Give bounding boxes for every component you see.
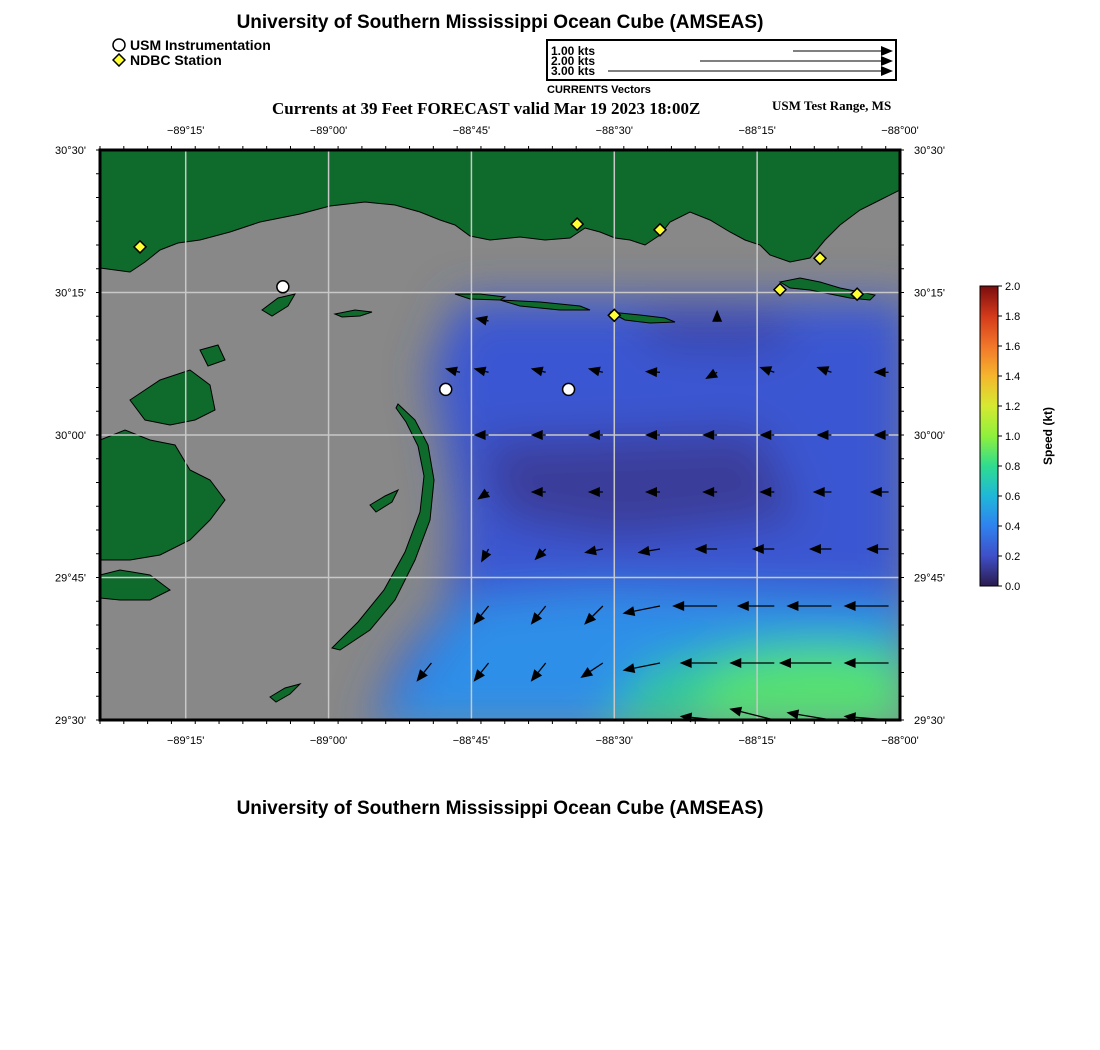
- y-tick-label-left: 30°15': [55, 287, 86, 300]
- y-tick-label-right: 30°15': [914, 287, 945, 300]
- colorbar-tick-label: 1.0: [1005, 431, 1021, 443]
- colorbar-tick-label: 2.0: [1005, 281, 1021, 293]
- colorbar-label: Speed (kt): [1041, 406, 1055, 466]
- usm-station-1: [440, 383, 452, 395]
- colorbar-tick-label: 0.6: [1005, 491, 1021, 503]
- colorbar-tick-label: 1.8: [1005, 311, 1021, 323]
- speed-colorbar: [970, 278, 1070, 598]
- vector-key-label-2: 2.00 kts: [551, 54, 596, 68]
- colorbar-scale: [980, 286, 998, 586]
- x-tick-label-top: −88°30': [595, 125, 633, 137]
- current-vector-6: [716, 372, 718, 373]
- x-tick-label-bottom: −89°15': [167, 735, 205, 747]
- current-vector-19: [487, 492, 488, 493]
- region-label: USM Test Range, MS: [772, 98, 892, 113]
- x-tick-label-top: −88°15': [738, 125, 776, 137]
- legend-usm-label: USM Instrumentation: [130, 37, 271, 53]
- usm-station-0: [277, 281, 289, 293]
- vector-key-caption: CURRENTS Vectors: [547, 84, 651, 96]
- y-tick-label-left: 29°45': [55, 572, 86, 585]
- y-tick-label-left: 30°00': [55, 430, 86, 442]
- y-tick-label-left: 30°30': [55, 145, 86, 157]
- y-tick-label-left: 29°30': [55, 715, 86, 727]
- current-vector-3: [542, 371, 545, 372]
- colorbar-ticks: [998, 281, 1020, 593]
- y-tick-label-right: 29°45': [914, 572, 945, 585]
- colorbar-tick-label: 0.0: [1005, 581, 1021, 593]
- footer-title: University of Southern Mississippi Ocean Cube (AMSEAS): [236, 798, 764, 819]
- colorbar-tick-label: 1.4: [1005, 371, 1021, 383]
- x-tick-label-top: −89°15': [167, 125, 205, 137]
- colorbar-tick-label: 0.2: [1005, 551, 1021, 563]
- legend-ndbc-label: NDBC Station: [130, 52, 222, 68]
- x-tick-label-bottom: −88°45': [452, 735, 491, 747]
- colorbar-tick-label: 0.8: [1005, 461, 1021, 473]
- usm-station-2: [563, 383, 575, 395]
- colorbar-tick-label: 1.6: [1005, 341, 1021, 353]
- map-subtitle: Currents at 39 Feet FORECAST valid Mar 19 2023 18:00Z: [272, 99, 701, 118]
- vector-key-label-1: 1.00 kts: [551, 44, 596, 58]
- x-tick-label-top: −88°00': [881, 125, 919, 137]
- current-vector-1: [457, 371, 460, 372]
- x-tick-label-bottom: −89°00': [309, 735, 348, 747]
- x-tick-label-bottom: −88°30': [595, 735, 633, 747]
- x-tick-label-bottom: −88°15': [738, 735, 776, 747]
- colorbar-tick-label: 1.2: [1005, 401, 1021, 413]
- page-title: University of Southern Mississippi Ocean Cube (AMSEAS): [236, 12, 764, 33]
- x-tick-label-bottom: −88°00': [881, 735, 919, 747]
- map-body: [100, 150, 910, 730]
- vector-key-label-3: 3.00 kts: [551, 64, 596, 78]
- y-tick-label-right: 30°00': [914, 430, 945, 442]
- x-tick-label-top: −88°45': [452, 125, 491, 137]
- current-vector-2: [485, 371, 488, 372]
- speed-field-slow-core: [480, 430, 800, 540]
- y-tick-label-right: 30°30': [914, 145, 945, 157]
- x-tick-label-top: −89°00': [309, 125, 348, 137]
- colorbar-tick-label: 0.4: [1005, 521, 1021, 533]
- y-tick-label-right: 29°30': [914, 715, 945, 727]
- current-vector-4: [599, 371, 602, 372]
